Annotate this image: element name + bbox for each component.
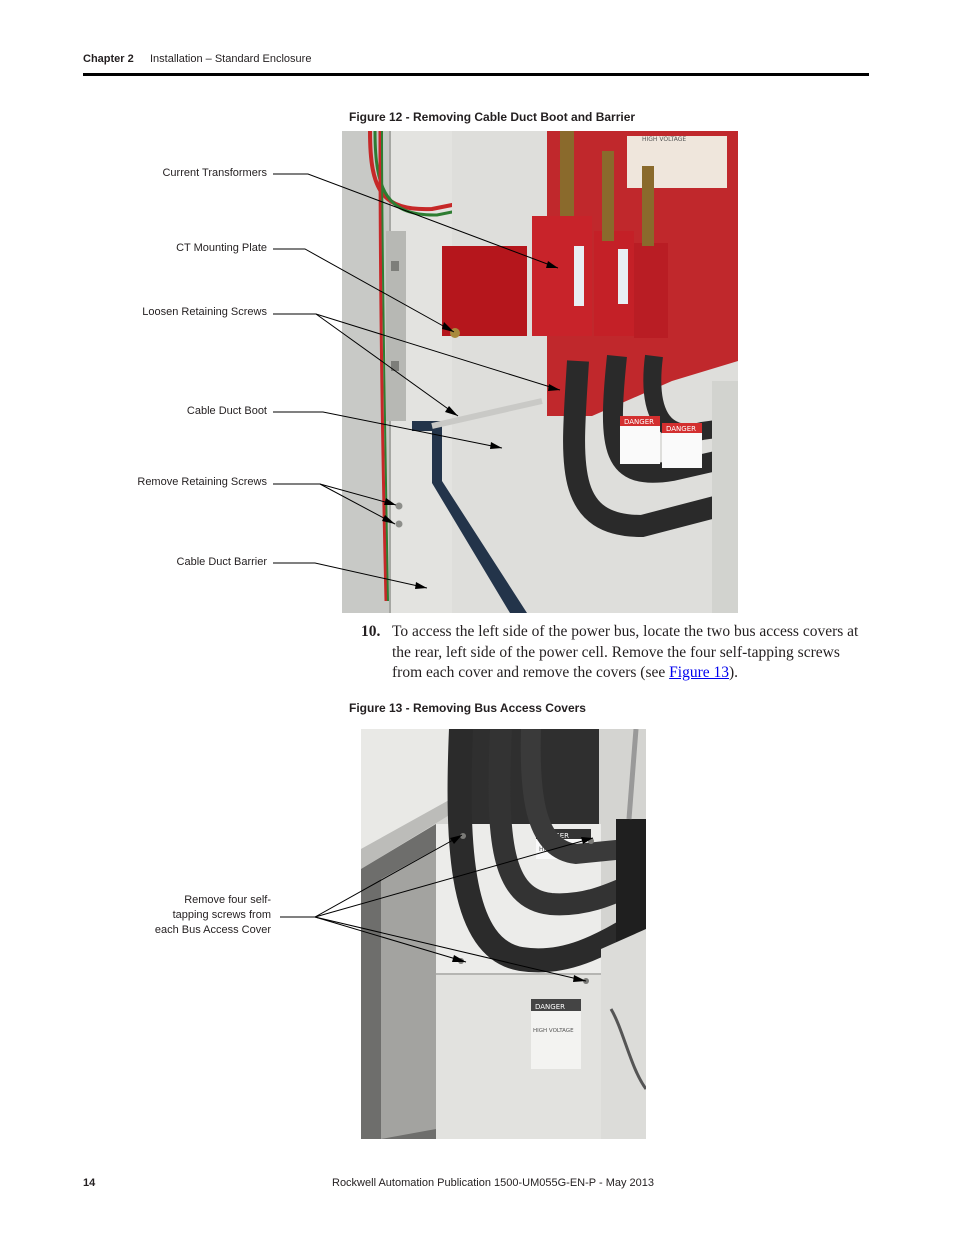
callout-loosen-retaining-screws: Loosen Retaining Screws (142, 306, 267, 318)
callout-ct-mounting-plate: CT Mounting Plate (176, 242, 267, 254)
figure-12-photo (342, 131, 738, 613)
figure-12-danger-label-1: DANGER (624, 418, 655, 426)
figure-13-danger-bottom: DANGER (535, 1003, 566, 1011)
figure-13-high-voltage-bottom: HIGH VOLTAGE (533, 1028, 574, 1034)
figure-13-link[interactable]: Figure 13 (669, 664, 729, 681)
callout-line-1: Remove four self- (184, 894, 271, 906)
callout-line-2: tapping screws from (172, 909, 271, 921)
publication-footer: Rockwell Automation Publication 1500-UM055G-EN-P - May 2013 (332, 1177, 655, 1189)
chapter-label: Chapter 2 (83, 53, 134, 65)
figure-13-photo (361, 729, 646, 1139)
callout-remove-retaining-screws: Remove Retaining Screws (137, 476, 267, 488)
figure-13-title: Figure 13 - Removing Bus Access Covers (349, 701, 586, 715)
page-number: 14 (83, 1177, 96, 1189)
figure-12-high-voltage-label: HIGH VOLTAGE (642, 136, 687, 143)
callout-cable-duct-boot: Cable Duct Boot (186, 405, 267, 417)
step-text-after: ). (728, 664, 739, 681)
step-text-before: To access the left side of the power bus, locate the two bus access covers at the rear, left side of the power cell. Remove the four self-tapping screws from each cover and remove the covers (see (392, 623, 859, 681)
section-title: Installation – Standard Enclosure (150, 53, 312, 65)
figure-12-title: Figure 12 - Removing Cable Duct Boot and Barrier (349, 110, 636, 124)
callout-cable-duct-barrier: Cable Duct Barrier (176, 556, 267, 568)
callout-remove-four-screws (155, 893, 271, 938)
figure-13-danger-top: DANGER (539, 832, 570, 840)
step-text (392, 622, 872, 684)
header-rule (83, 73, 869, 76)
callout-current-transformers: Current Transformers (162, 167, 267, 179)
callout-line-3: each Bus Access Cover (154, 924, 271, 936)
figure-12-danger-label-2: DANGER (666, 425, 697, 433)
step-number: 10. (361, 623, 381, 640)
figure-13-high-top: HIGH (539, 846, 555, 853)
